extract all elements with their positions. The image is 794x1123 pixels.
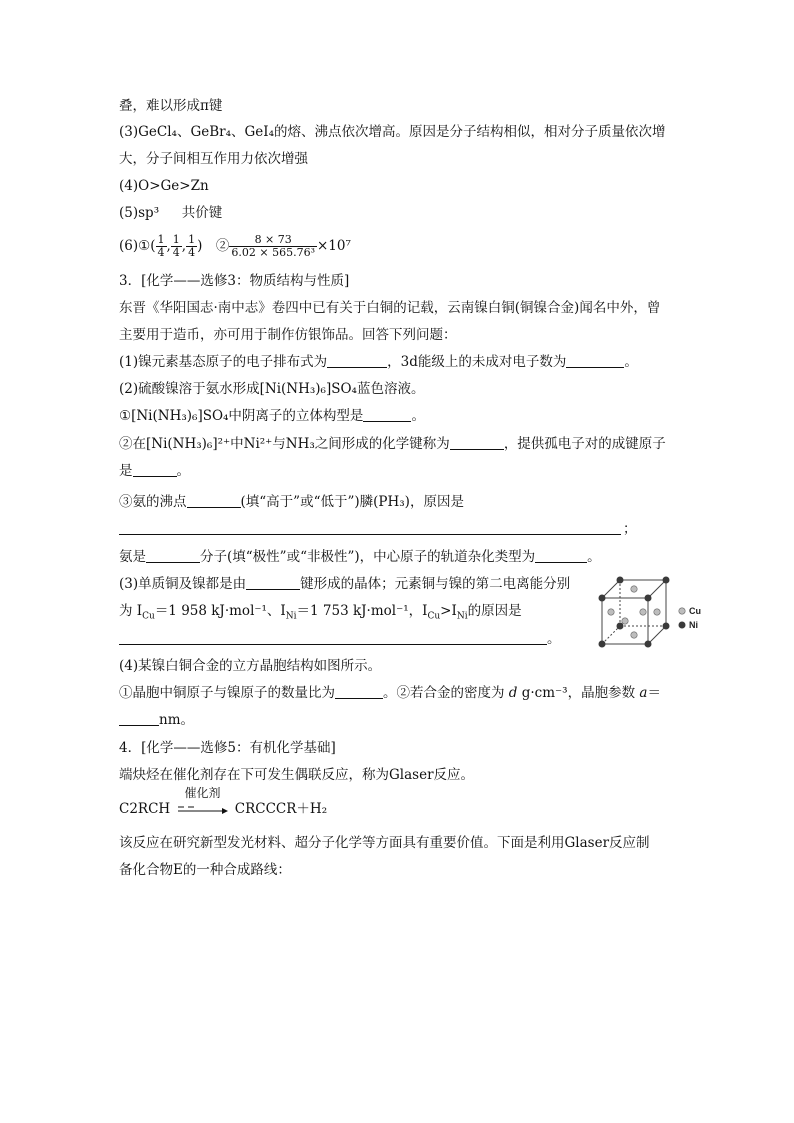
answer-blank[interactable] xyxy=(246,575,300,590)
answer-blank[interactable] xyxy=(363,407,411,422)
fraction xyxy=(156,234,167,259)
cu-atom xyxy=(622,618,628,624)
text: ，提供孤电子对的成键原子 xyxy=(503,436,666,452)
answer-blank[interactable] xyxy=(119,630,547,645)
text: 是 xyxy=(119,463,133,479)
cu-atom xyxy=(631,586,637,592)
text: 。 xyxy=(411,408,425,424)
reactant: C2RCH xyxy=(119,801,171,817)
ni-atom xyxy=(663,623,670,630)
q4-para-2: 备化合物E的一种合成路线： xyxy=(119,862,291,878)
fraction xyxy=(186,234,197,259)
text: 为 I xyxy=(119,603,143,619)
text: 的原因是 xyxy=(467,603,522,619)
answer-6-post: ×10⁷ xyxy=(316,238,351,254)
q3-part-2: (2)硫酸镍溶于氨水形成[Ni(NH₃)₆]SO₄蓝色溶液。 xyxy=(119,381,425,397)
text: ②在[Ni(NH₃)₆]²⁺中Ni²⁺与NH₃之间形成的化学键称为 xyxy=(119,436,450,452)
text: ③氨的沸点 xyxy=(119,494,187,510)
ni-atom xyxy=(599,641,606,648)
ni-atom xyxy=(645,641,652,648)
q3-part-4: (4)某镍白铜合金的立方晶胞结构如图所示。 xyxy=(119,658,382,674)
answer-blank[interactable] xyxy=(535,548,587,563)
frac-den: 4 xyxy=(157,246,165,259)
q3-part-2-4 xyxy=(119,547,601,567)
answer-line-3: (3)GeCl₄、GeBr₄、GeI₄的熔、沸点依次增高。原因是分子结构相似，相对分子质量依次增 xyxy=(119,124,666,140)
answer-blank[interactable] xyxy=(133,462,177,477)
cell-edge xyxy=(602,580,620,598)
frac-num: 1 xyxy=(172,233,180,246)
product: CRCCCR＋H₂ xyxy=(234,801,328,817)
q3-intro-2: 主要用于造币，亦可用于制作仿银饰品。回答下列问题： xyxy=(119,327,457,343)
frac-den: 6.02 × 565.76³ xyxy=(231,246,315,259)
answer-blank[interactable] xyxy=(566,353,624,368)
answer-line-1: 叠，难以形成π键 xyxy=(119,98,223,114)
cell-hidden-edge xyxy=(602,626,620,644)
lattice-symbol: a xyxy=(639,685,648,701)
text: >I xyxy=(440,603,457,619)
answer-blank[interactable] xyxy=(327,353,387,368)
q3-part-1 xyxy=(119,352,638,372)
legend-ni-marker xyxy=(679,622,686,629)
text: ①[Ni(NH₃)₆]SO₄中阴离子的立体构型是 xyxy=(119,408,364,424)
q3-part-2-3-cont xyxy=(119,519,637,539)
frac-den: 4 xyxy=(172,246,180,259)
frac-num: 1 xyxy=(188,233,196,246)
text: (1)镍元素基态原子的电子排布式为 xyxy=(119,354,328,370)
text: 键形成的晶体；元素铜与镍的第二电离能分别 xyxy=(300,576,571,592)
q3-part-3 xyxy=(119,574,570,594)
cubic-cell-diagram xyxy=(596,574,706,654)
q4-intro: 端炔烃在催化剂存在下可发生偶联反应，称为Glaser反应。 xyxy=(119,767,475,783)
legend-cu-label: Cu xyxy=(689,606,701,616)
text: ； xyxy=(623,521,637,537)
text: ＝ xyxy=(647,685,661,701)
ni-atom xyxy=(645,595,652,602)
q3-part-2-3 xyxy=(119,492,464,512)
text: 。 xyxy=(624,354,638,370)
q3-part-2-2-cont xyxy=(119,461,190,481)
text: 。 xyxy=(547,631,561,647)
cu-atom xyxy=(631,632,637,638)
density-symbol: d xyxy=(508,685,518,701)
q3-part-2-2 xyxy=(119,434,666,454)
subscript: Ni xyxy=(285,611,297,622)
subscript: Ni xyxy=(456,611,468,622)
answer-blank[interactable] xyxy=(146,548,200,563)
q4-header: 4．[化学——选修5：有机化学基础] xyxy=(119,740,336,756)
text: (填“高于”或“低于”)膦(PH₃)，原因是 xyxy=(240,494,464,510)
subscript: Cu xyxy=(142,611,155,622)
text: g·cm⁻³，晶胞参数 xyxy=(517,685,640,701)
q3-part-2-1 xyxy=(119,406,425,426)
text: ＝1 753 kJ·mol⁻¹，I xyxy=(296,603,428,619)
glaser-equation xyxy=(119,785,328,820)
q4-para-1: 该反应在研究新型发光材料、超分子化学等方面具有重要价值。下面是利用Glaser反应制 xyxy=(119,835,650,851)
q3-header: 3．[化学——选修3：物质结构与性质] xyxy=(119,273,350,289)
cu-atom xyxy=(640,609,646,615)
legend-ni-label: Ni xyxy=(689,620,698,630)
cell-edge xyxy=(648,580,666,598)
answer-5-bond: 共价键 xyxy=(181,205,223,221)
q3-part-3-cont xyxy=(119,629,561,649)
text: 分子(填“极性”或“非极性”)，中心原子的轨道杂化类型为 xyxy=(200,549,536,565)
text: 。 xyxy=(587,549,601,565)
text: 。 xyxy=(176,463,190,479)
answer-blank[interactable] xyxy=(187,493,241,508)
text: 。②若合金的密度为 xyxy=(383,685,509,701)
cu-atom xyxy=(608,609,614,615)
q3-part-4-1 xyxy=(119,683,661,703)
legend-cu-marker xyxy=(679,608,685,614)
text: ＝1 958 kJ·mol⁻¹、I xyxy=(154,603,286,619)
arrow-icon xyxy=(176,804,228,814)
cu-atom xyxy=(654,609,660,615)
q3-part-3-ionization xyxy=(119,601,522,621)
answer-blank[interactable] xyxy=(450,435,504,450)
cell-edge xyxy=(648,626,666,644)
ni-atom xyxy=(599,595,606,602)
q3-part-4-2 xyxy=(119,710,194,730)
frac-den: 4 xyxy=(188,246,196,259)
q3-intro-1: 东晋《华阳国志·南中志》卷四中已有关于白铜的记载，云南镍白铜(铜镍合金)闻名中外，曾 xyxy=(119,300,661,316)
fraction xyxy=(171,234,182,259)
catalyst-label: 催化剂 xyxy=(184,785,221,800)
answer-line-4: (4)O>Ge>Zn xyxy=(119,178,209,194)
answer-blank[interactable] xyxy=(119,520,621,535)
text: ，3d能级上的未成对电子数为 xyxy=(387,354,567,370)
frac-num: 8 × 73 xyxy=(229,234,317,247)
answer-blank[interactable] xyxy=(119,711,159,726)
text: ①晶胞中铜原子与镍原子的数量比为 xyxy=(119,685,335,701)
text: (3)单质铜及镍都是由 xyxy=(119,576,247,592)
answer-blank[interactable] xyxy=(335,684,383,699)
ni-atom xyxy=(617,577,624,584)
answer-line-3-cont: 大，分子间相互作用力依次增强 xyxy=(119,151,308,167)
answer-6-prefix: (6)①( xyxy=(119,238,156,254)
reaction-arrow xyxy=(176,785,228,820)
answer-6-mid: ) ② xyxy=(197,238,230,254)
unit-cell-figure xyxy=(596,574,706,654)
answer-line-6: (6)①( $\frac{1}{4}$ , $\frac{1}{4}$ , $\frac{1}{4}$ ) ② $\frac{8 \times 73}{\text{6.02 × 565.76³}}$ ×10⁷ xyxy=(119,233,351,259)
answer-line-5 xyxy=(119,203,222,223)
text: nm。 xyxy=(159,712,194,728)
frac-num: 1 xyxy=(157,233,165,246)
text: 氨是 xyxy=(119,549,146,565)
ni-atom xyxy=(617,623,624,630)
answer-5-hybrid: (5)sp³ xyxy=(119,205,160,221)
ni-atom xyxy=(663,577,670,584)
density-fraction xyxy=(229,234,317,259)
subscript: Cu xyxy=(427,611,441,622)
